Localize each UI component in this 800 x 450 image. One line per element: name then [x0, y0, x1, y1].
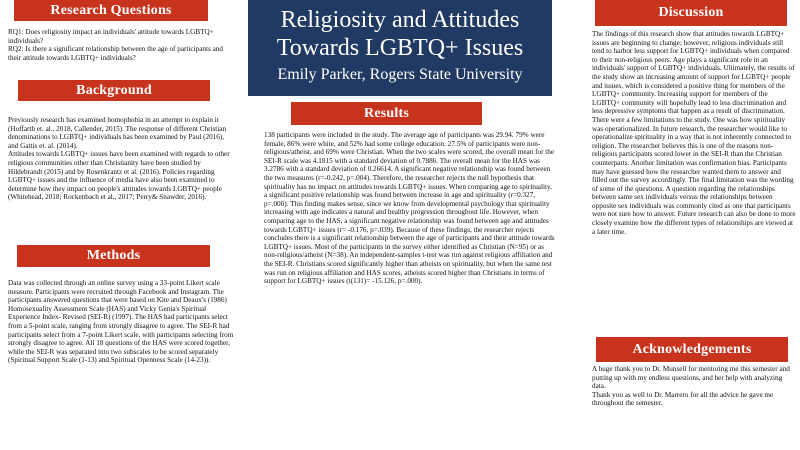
poster-title: Religiosity and Attitudes Towards LGBTQ+ Issues [276, 7, 524, 61]
background-paragraph-1: Previously research has examined homophobia in an attempt to explain it (Hoffarth et. al., 2018, Callender, 2015). The response of different Christian denominations to LGBTQ+ individuals has been examined by Paul (2016), and Gattis et. al. (2014). [8, 116, 227, 150]
acknowledgements-section [592, 365, 796, 408]
research-questions-heading: Research Questions [14, 0, 208, 21]
results-section [264, 131, 556, 286]
poster-author: Emily Parker, Rogers State University [277, 66, 523, 83]
research-questions-section [0, 21, 236, 62]
poster-title-block [248, 0, 552, 96]
results-heading: Results [291, 102, 482, 125]
background-paragraph-2: Attitudes towards LGBTQ+ issues have been examined with regards to other religious communities other than Christianity have been studied by Hildebrandt (2015) and by Rosenkrantz et al. (2016). Policies regarding LGBTQ+ issues and the influence of media have also been examined to determine how they impact on people's attitudes towards LGBTQ+ people (Whitehead, 2018; Rockenbach et al., 2017; Perry& Snawder, 2016). [8, 150, 230, 202]
methods-paragraph: Data was collected through an online survey using a 33-point Likert scale measure. Participants were recruited through Facebook and Instagram. The participants answered questions that were based on Kite and Deaux's (1986) Homosexuality Assessment Scale (HAS) and Vicky Genia's Spiritual Experience Index- Revised (SEI-R) (1997). The HAS had participants select from a 5-point scale, ranging from strongly disagree to agree. The SEI-R had participants select from a 7-point Likert scale, with participants selecting from strongly disagree to agree. All 18 questions of the HAS were scored together, while the SEI-R was separated into two subscales to be scored separately (Spiritual Support Scale (1-13) and Spiritual Openness Scale (14-23)). [8, 279, 234, 365]
research-question-1: RQ1: Does religiosity impact an individuals' attitude towards LGBTQ+ individuals? [8, 28, 214, 45]
discussion-heading: Discussion [595, 0, 787, 26]
background-section [8, 116, 236, 202]
acknowledgements-heading: Acknowledgements [596, 337, 788, 362]
methods-heading: Methods [17, 245, 210, 267]
methods-section [8, 279, 236, 365]
results-paragraph: 138 participants were included in the study. The average age of participants was 29.94. 79% were female, 86% were white, and 52% had some college education. 27.5% of participants were non-religious/atheist, and 69% were Christian. When the two scales were scored, the overall mean for the SEI-R scale was 4.1815 with a standard deviation of 0.7886. The overall mean for the HAS was 3.2786 with a standard deviation of 0.26614. A significant negative relationship was found between the two measures (r=-0.242, p=.004). Therefore, the researcher rejects the null hypothesis that spirituality has no impact on attitudes towards LGBTQ+ issues. When comparing age to spirituality, a significant positive relationship was found between increase in age and spirituality (r=0.327, p=.000). This finding makes sense, since we know from developmental psychology that spirituality increasing with age indicates a natural and healthy progression throughout life. However, when comparing age to the HAS, a significant negative relationship was found between age and attitudes towards LGBTQ+ issues (r= -0.176, p=.039). Because of these findings, the researcher rejects concludes there is a significant relationship between the age of participants and their attitude towards LGBTQ+ issues. Most of the participants in the survey either identified as Christian (N=95) or as non-religious/atheist (N=38). An independent-samples t-test was run against religious affiliation and the SEI-R. Christians scored significantly higher than atheists on spirituality, but when the same test was run on religious affiliation and HAS scores, atheists scored higher than Christians in terms of support for LGBTQ+ issues (t(131)= -15.126, p=.000). [264, 131, 555, 286]
discussion-section [592, 30, 796, 236]
discussion-paragraph: The findings of this research show that attitudes towards LGBTQ+ issues are beginning to change; however, religious individuals still tend to harbor less support for LGBTQ+ individuals when compared to their non-religious peers. Age plays a significant role in an individuals' support of LGBTQ+ individuals. Ultimately, the results of the study show an increasing amount of support for LGBTQ+ people and issues, which is considered a positive thing for members of the LGBTQ+ community. Increasing support for members of the LGBTQ+ community will hopefully lead to less discrimination and less depressive symptoms that happen as a result of discrimination. There were a few limitations to the study. One was how spirituality was operationalized. In future research, the researcher would like to operationalize spirituality in a way that is not inherently connected to religion. The researcher believes this is one of the reasons non-religious participants scored lower in the SEI-R than the Christian counterparts. Another limitation was confirmation bias. Participants may have guessed how the researcher wanted them to answer and filled out the survey accordingly. The final limitation was the wording of some of the questions. A question regarding the relationships between same sex individuals versus the relationships between opposite sex individuals was commonly cited as one that participants were not sure how to answer. Future research can also be done to more closely examine how the different types of relationships are viewed at a later time. [592, 30, 796, 236]
background-heading: Background [18, 80, 210, 101]
research-question-2: RQ2: Is there a significant relationship between the age of participants and their attitude towards LGBTQ+ individuals? [8, 45, 223, 62]
acknowledgements-paragraph-1: A huge thank you to Dr. Munsell for mentoring me this semester and putting up with my endless questions, and her help with analyzing data. [592, 365, 790, 391]
acknowledgements-paragraph-2: Thank you as well to Dr. Marrero for all the advice he gave me throughout the semester. [592, 390, 774, 408]
left-column [0, 0, 240, 365]
